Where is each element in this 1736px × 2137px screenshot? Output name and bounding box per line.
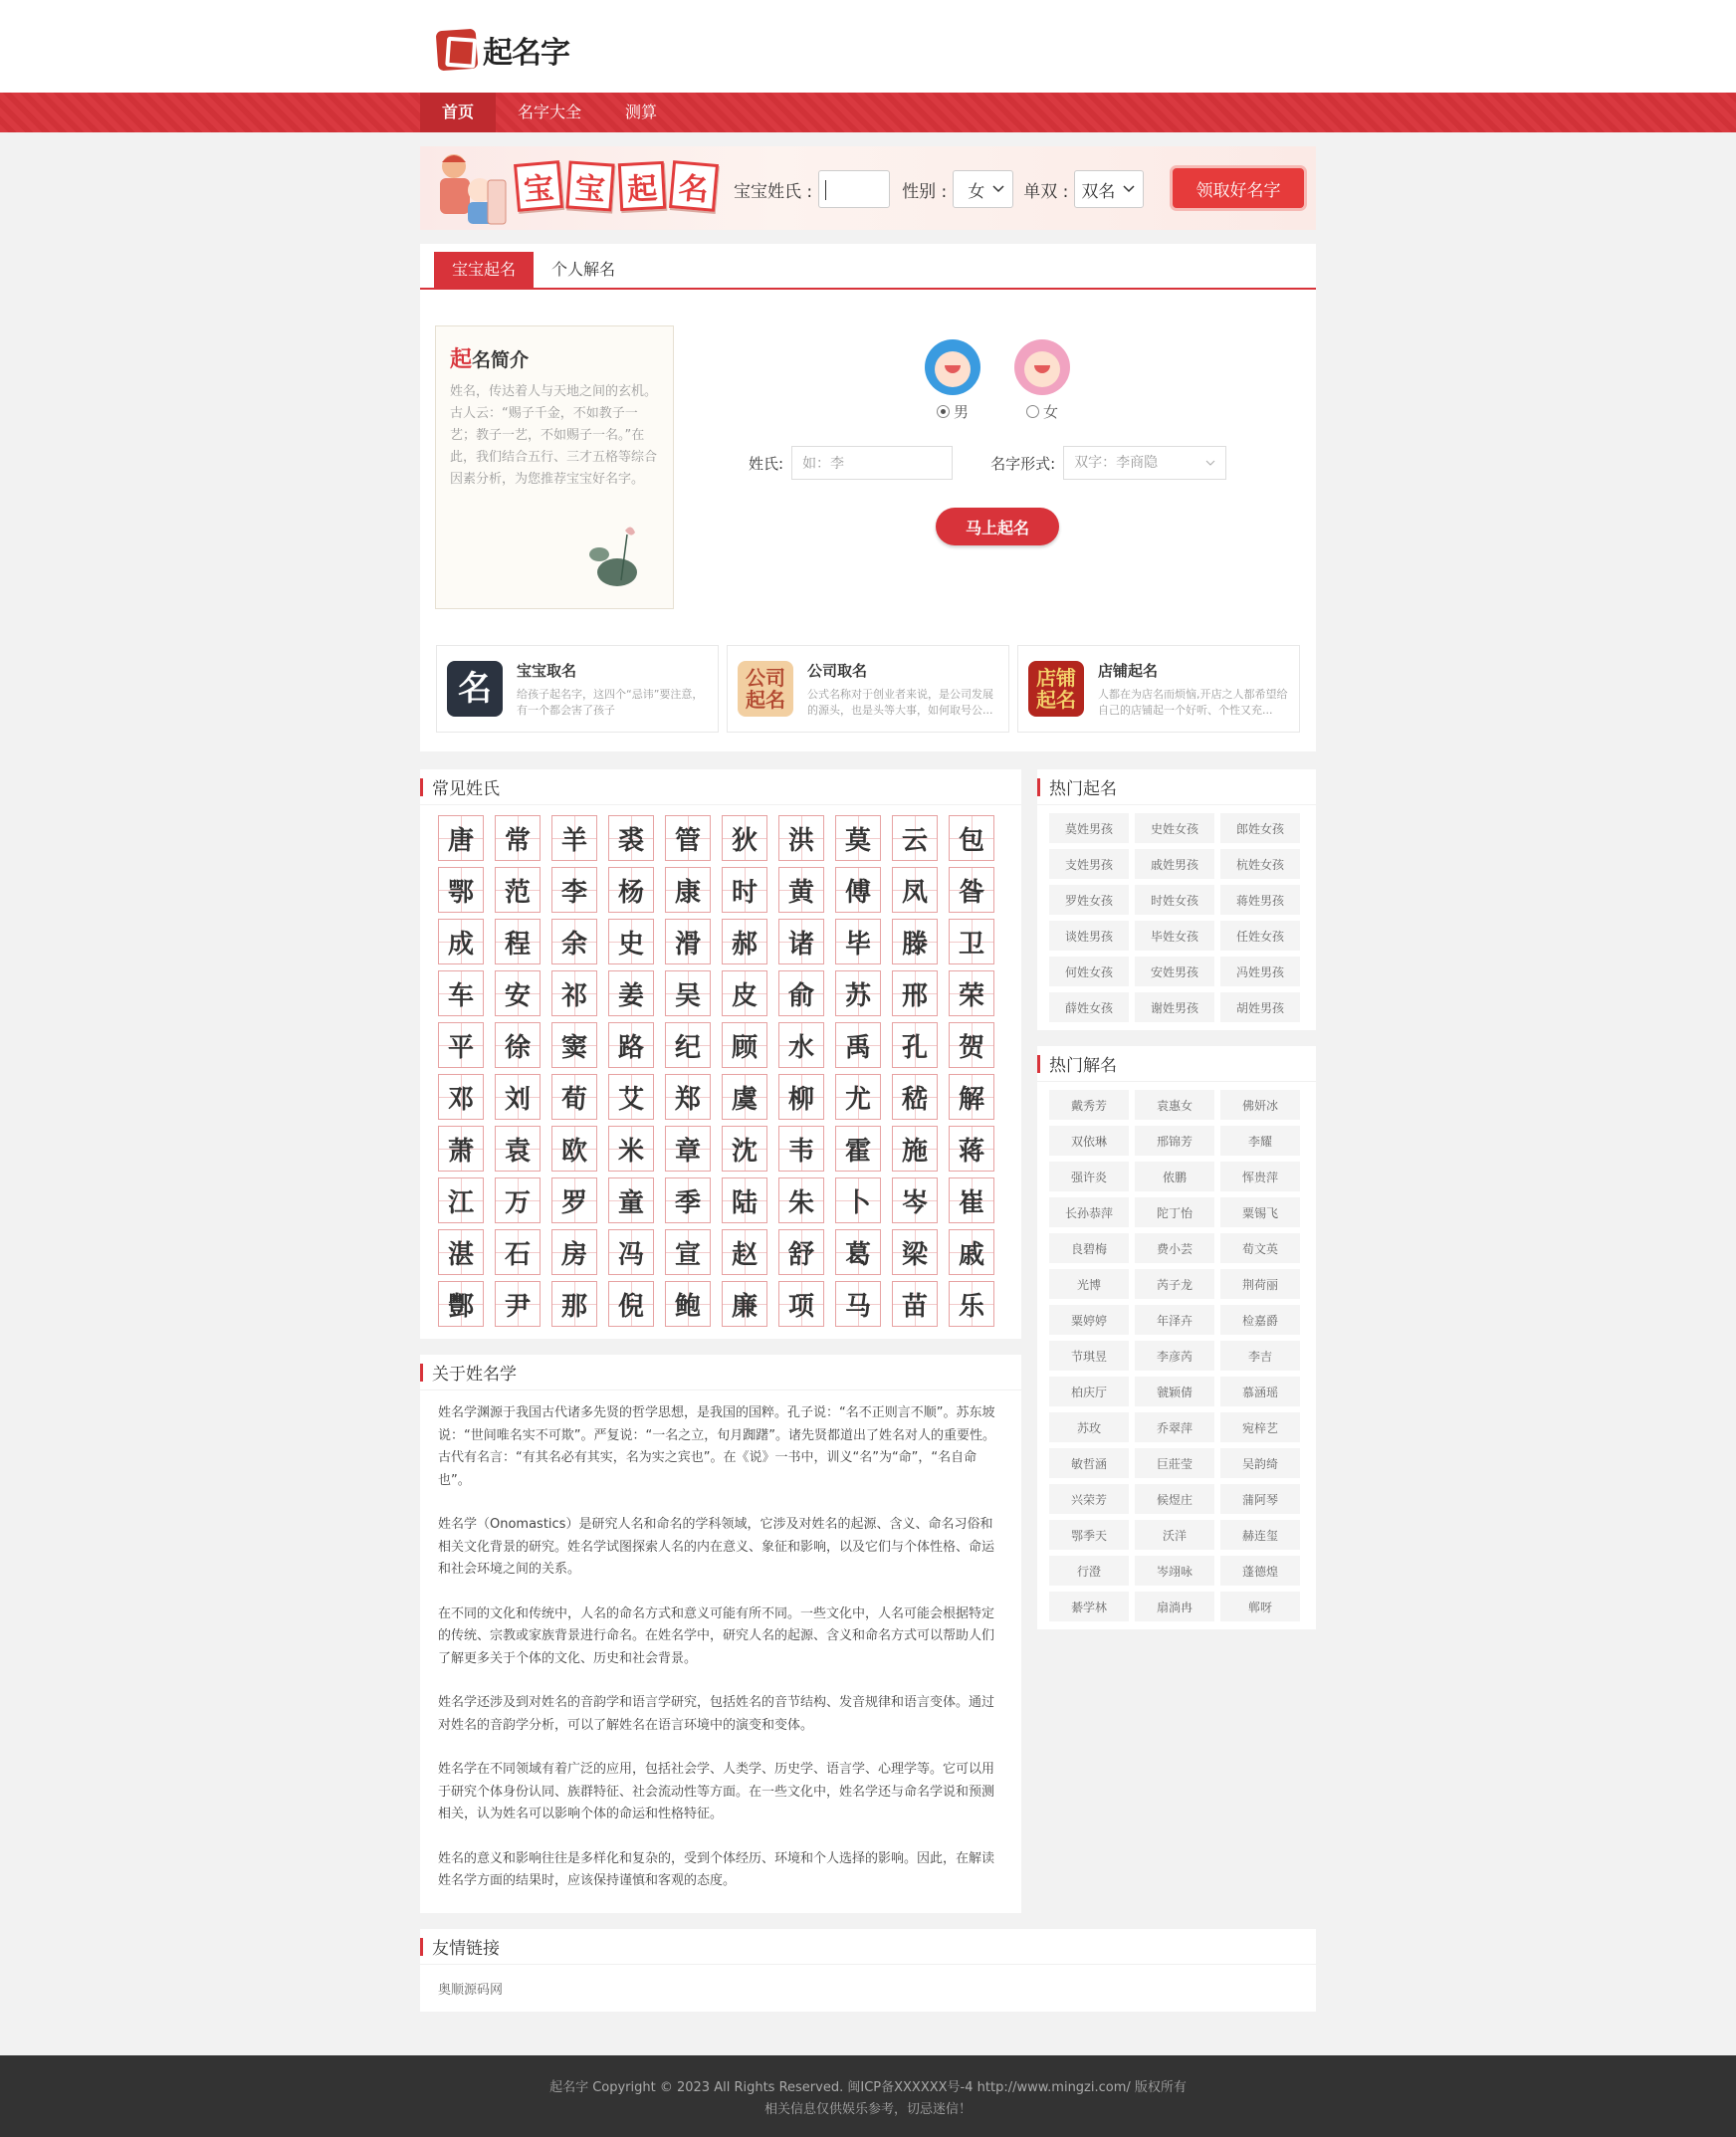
hot-analysis-item[interactable]: 粟婷婷 <box>1049 1305 1129 1335</box>
card-title: 公司取名 <box>807 661 868 680</box>
hot-naming-item[interactable]: 戚姓男孩 <box>1135 849 1214 879</box>
chevron-down-icon <box>1205 460 1215 466</box>
hot-analysis-item[interactable]: 敏哲涵 <box>1049 1448 1129 1478</box>
surname-input[interactable]: 如：李 <box>791 446 953 480</box>
surname-cell[interactable]: 虞 <box>722 1074 767 1120</box>
banner-single-double-label: 单双 : <box>1023 181 1069 202</box>
gender-male[interactable] <box>925 339 980 422</box>
surname-cell[interactable]: 卫 <box>949 919 994 964</box>
card-desc: 给孩子起名字，这四个“忌讳”要注意，有一个都会害了孩子 <box>517 687 704 717</box>
name-format-select[interactable] <box>1063 446 1226 480</box>
hot-naming-item[interactable]: 支姓男孩 <box>1049 849 1129 879</box>
section-title: 热门起名 <box>1037 769 1316 805</box>
surname-cell[interactable]: 苏 <box>835 970 881 1016</box>
hot-naming-item[interactable]: 何姓女孩 <box>1049 957 1129 986</box>
surname-cell[interactable]: 水 <box>778 1022 824 1068</box>
surname-cell[interactable]: 郝 <box>722 919 767 964</box>
banner-form <box>734 170 1154 208</box>
hot-analysis-item[interactable]: 芮子龙 <box>1135 1269 1214 1299</box>
banner-gender-value: 女 <box>968 181 985 202</box>
naming-form <box>749 339 1246 545</box>
get-name-button[interactable]: 领取好名字 <box>1173 168 1304 208</box>
hot-naming-item[interactable]: 蒋姓男孩 <box>1220 885 1300 915</box>
banner-single-double-value: 双名 <box>1081 181 1116 202</box>
surname-cell[interactable]: 凤 <box>892 867 938 913</box>
naming-tool-panel <box>420 244 1316 751</box>
surname-cell[interactable]: 廉 <box>722 1281 767 1327</box>
card-title: 宝宝取名 <box>517 661 577 680</box>
hot-analysis-item[interactable]: 陀丁怡 <box>1135 1197 1214 1227</box>
hot-analysis-item[interactable]: 苏玫 <box>1049 1412 1129 1442</box>
nav-names[interactable]: 名字大全 <box>518 103 582 121</box>
surname-cell[interactable]: 常 <box>495 815 541 861</box>
surname-cell[interactable]: 狄 <box>722 815 767 861</box>
friend-link[interactable]: 奥顺源码网 <box>438 1982 504 1998</box>
surname-cell[interactable]: 舒 <box>778 1229 824 1275</box>
content-columns <box>420 769 1316 1929</box>
hot-analysis-item[interactable]: 蒲阿琴 <box>1220 1484 1300 1514</box>
radio-unchecked-icon[interactable] <box>1026 405 1039 418</box>
hot-analysis-item[interactable]: 鄂季天 <box>1049 1520 1129 1550</box>
card-title: 店铺起名 <box>1098 661 1159 680</box>
site-header <box>0 0 1736 93</box>
hot-naming-item[interactable]: 郎姓女孩 <box>1220 813 1300 843</box>
form-fields <box>749 446 1246 480</box>
hot-naming-item[interactable]: 谈姓男孩 <box>1049 921 1129 951</box>
surname-cell[interactable]: 鲍 <box>665 1281 711 1327</box>
hot-naming-item[interactable]: 毕姓女孩 <box>1135 921 1214 951</box>
surname-cell[interactable]: 万 <box>495 1177 541 1223</box>
tool-tabs <box>420 244 1316 290</box>
baby-illustration <box>432 150 508 228</box>
surname-cell[interactable]: 荣 <box>949 970 994 1016</box>
hot-naming-item[interactable]: 任姓女孩 <box>1220 921 1300 951</box>
surname-cell[interactable]: 马 <box>835 1281 881 1327</box>
surname-cell[interactable]: 戚 <box>949 1229 994 1275</box>
hot-naming-item[interactable]: 时姓女孩 <box>1135 885 1214 915</box>
main-nav <box>0 93 1736 132</box>
card-company-naming[interactable] <box>727 645 1009 733</box>
surname-cell[interactable]: 童 <box>608 1177 654 1223</box>
surname-cell[interactable]: 梁 <box>892 1229 938 1275</box>
surname-cell[interactable]: 苗 <box>892 1281 938 1327</box>
nav-fortune[interactable]: 测算 <box>625 103 658 121</box>
surname-cell[interactable]: 康 <box>665 867 711 913</box>
surname-cell[interactable]: 贺 <box>949 1022 994 1068</box>
surname-cell[interactable]: 皮 <box>722 970 767 1016</box>
surname-cell[interactable]: 房 <box>551 1229 597 1275</box>
hot-analysis-item[interactable]: 双依琳 <box>1049 1126 1129 1156</box>
hot-analysis-item[interactable]: 沃洋 <box>1135 1520 1214 1550</box>
surname-cell[interactable]: 朱 <box>778 1177 824 1223</box>
surname-cell[interactable]: 嵇 <box>892 1074 938 1120</box>
nav-home[interactable]: 首页 <box>420 93 496 132</box>
hot-analysis-item[interactable]: 吴韵绮 <box>1220 1448 1300 1478</box>
surname-cell[interactable]: 包 <box>949 815 994 861</box>
hot-analysis-item[interactable]: 荀文英 <box>1220 1233 1300 1263</box>
hot-analysis-item[interactable]: 荆荷丽 <box>1220 1269 1300 1299</box>
hot-analysis-item[interactable]: 邢锦芳 <box>1135 1126 1214 1156</box>
hot-analysis-item[interactable]: 蓬德煌 <box>1220 1556 1300 1586</box>
hot-analysis-item[interactable]: 检嘉爵 <box>1220 1305 1300 1335</box>
hot-naming-item[interactable]: 胡姓男孩 <box>1220 992 1300 1022</box>
surname-cell[interactable]: 路 <box>608 1022 654 1068</box>
surname-cell[interactable]: 柳 <box>778 1074 824 1120</box>
section-title: 关于姓名学 <box>420 1355 1021 1390</box>
surname-cell[interactable]: 范 <box>495 867 541 913</box>
surname-label: 姓氏: <box>749 454 784 473</box>
section-title: 热门解名 <box>1037 1046 1316 1082</box>
hot-analysis-item[interactable]: 佛妍冰 <box>1220 1090 1300 1120</box>
surname-cell[interactable]: 顾 <box>722 1022 767 1068</box>
hot-naming-item[interactable]: 罗姓女孩 <box>1049 885 1129 915</box>
radio-female-label: 女 <box>1042 403 1058 421</box>
banner-title-tiles <box>516 162 717 210</box>
shop-naming-icon: 店铺起名 <box>1028 661 1084 717</box>
surname-cell[interactable]: 安 <box>495 970 541 1016</box>
surname-cell[interactable]: 徐 <box>495 1022 541 1068</box>
hot-analysis-item[interactable]: 乔翠萍 <box>1135 1412 1214 1442</box>
logo-text: 起名字 <box>483 36 569 71</box>
surname-cell[interactable]: 蒋 <box>949 1126 994 1172</box>
surname-cell[interactable]: 杨 <box>608 867 654 913</box>
surname-cell[interactable]: 岑 <box>892 1177 938 1223</box>
radio-male-label: 男 <box>953 403 969 421</box>
banner-surname-label: 宝宝姓氏 : <box>734 181 813 202</box>
about-paragraph: 姓名学在不同领域有着广泛的应用，包括社会学、人类学、历史学、语言学、心理学等。它可以用于研究个体身份认同、族群特征、社会流动性等方面。在一些文化中，姓名学还与命名学说和预测相关，认为姓名可以影响个体的命运和性格特征。 <box>438 1762 995 1821</box>
card-desc: 人都在为店名而烦恼,开店之人都希望给自己的店铺起一个好听、个性又充... <box>1098 687 1288 717</box>
surname-cell[interactable]: 车 <box>438 970 484 1016</box>
hot-naming-grid <box>1037 805 1316 1030</box>
surname-cell[interactable]: 郑 <box>665 1074 711 1120</box>
surname-cell[interactable]: 项 <box>778 1281 824 1327</box>
intro-title: 起名简介 <box>450 347 530 372</box>
surname-cell[interactable]: 窦 <box>551 1022 597 1068</box>
banner-gender-select[interactable] <box>953 170 1013 208</box>
hot-analysis-item[interactable]: 年泽卉 <box>1135 1305 1214 1335</box>
hot-analysis-item[interactable]: 行澄 <box>1049 1556 1129 1586</box>
surname-cell[interactable]: 萧 <box>438 1126 484 1172</box>
common-surnames <box>420 769 1021 1339</box>
about-paragraph: 姓名学（Onomastics）是研究人名和命名的学科领域，它涉及对姓名的起源、含义、命名习俗和相关文化背景的研究。姓名学试图探索人名的内在意义、象征和影响，以及它们与个体性格、命运和社会环境之间的关系。 <box>438 1517 995 1577</box>
hot-analysis-item[interactable]: 綦学林 <box>1049 1592 1129 1621</box>
surname-cell[interactable]: 米 <box>608 1126 654 1172</box>
hot-analysis-item[interactable]: 宛梓艺 <box>1220 1412 1300 1442</box>
hot-analysis-grid <box>1037 1082 1316 1629</box>
surname-cell[interactable]: 石 <box>495 1229 541 1275</box>
feature-cards <box>436 645 1300 733</box>
surname-cell[interactable]: 滑 <box>665 919 711 964</box>
left-column <box>420 769 1021 1929</box>
gender-female[interactable] <box>1014 339 1070 422</box>
naming-intro <box>435 325 674 609</box>
surname-cell[interactable]: 乐 <box>949 1281 994 1327</box>
surname-cell[interactable]: 季 <box>665 1177 711 1223</box>
surname-cell[interactable]: 赵 <box>722 1229 767 1275</box>
hot-analysis-item[interactable]: 赫连玺 <box>1220 1520 1300 1550</box>
card-shop-naming[interactable] <box>1017 645 1300 733</box>
chevron-down-icon <box>1123 185 1135 193</box>
surname-cell[interactable]: 诸 <box>778 919 824 964</box>
surname-cell[interactable]: 尹 <box>495 1281 541 1327</box>
hot-analysis-item[interactable]: 光博 <box>1049 1269 1129 1299</box>
surname-cell[interactable]: 荀 <box>551 1074 597 1120</box>
hot-naming-item[interactable]: 杭姓女孩 <box>1220 849 1300 879</box>
banner-tile: 起 <box>618 161 666 211</box>
footer-copyright: 起名字 Copyright © 2023 All Rights Reserved. 闽ICP备XXXXXX号-4 http://www.mingzi.com/ 版权所有 <box>549 2079 1187 2095</box>
surname-cell[interactable]: 傅 <box>835 867 881 913</box>
logo-icon <box>436 29 479 72</box>
hot-naming-item[interactable]: 薛姓女孩 <box>1049 992 1129 1022</box>
hot-analysis-item[interactable]: 慕涵瑶 <box>1220 1377 1300 1406</box>
surname-cell[interactable]: 唐 <box>438 815 484 861</box>
hot-analysis-item[interactable]: 侬鹏 <box>1135 1162 1214 1191</box>
hot-analysis-item[interactable]: 袁惠女 <box>1135 1090 1214 1120</box>
surname-cell[interactable]: 宣 <box>665 1229 711 1275</box>
surname-cell[interactable]: 卜 <box>835 1177 881 1223</box>
hot-naming-item[interactable]: 谢姓男孩 <box>1135 992 1214 1022</box>
lotus-illustration <box>581 521 651 594</box>
hot-analysis-item[interactable]: 粟锡飞 <box>1220 1197 1300 1227</box>
surname-cell[interactable]: 邢 <box>892 970 938 1016</box>
hot-analysis-item[interactable]: 兴荣芳 <box>1049 1484 1129 1514</box>
radio-male[interactable] <box>937 401 969 422</box>
banner-surname-input[interactable] <box>818 170 890 208</box>
surname-cell[interactable]: 毕 <box>835 919 881 964</box>
card-baby-naming[interactable] <box>436 645 719 733</box>
surname-cell[interactable]: 吴 <box>665 970 711 1016</box>
banner-tile: 宝 <box>565 160 614 211</box>
surname-cell[interactable]: 黄 <box>778 867 824 913</box>
footer-disclaimer: 相关信息仅供娱乐参考，切忌迷信！ <box>763 2101 972 2117</box>
surname-cell[interactable]: 纪 <box>665 1022 711 1068</box>
surname-cell[interactable]: 沈 <box>722 1126 767 1172</box>
surname-cell[interactable]: 羊 <box>551 815 597 861</box>
surname-cell[interactable]: 解 <box>949 1074 994 1120</box>
surname-grid <box>420 805 1021 1339</box>
surname-cell[interactable]: 霍 <box>835 1126 881 1172</box>
about-paragraph: 姓名学还涉及到对姓名的音韵学和语言学研究，包括姓名的音节结构、发音规律和语言变体。通过对姓名的音韵学分析，可以了解姓名在语言环境中的演变和变体。 <box>438 1695 995 1733</box>
about-body <box>420 1390 1021 1913</box>
surname-cell[interactable]: 施 <box>892 1126 938 1172</box>
card-desc: 公式名称对于创业者来说，是公司发展的源头，也是头等大事，如何取号公... <box>807 687 993 717</box>
hot-naming-item[interactable]: 史姓女孩 <box>1135 813 1214 843</box>
hot-analysis-item[interactable]: 良碧梅 <box>1049 1233 1129 1263</box>
name-format-value: 双字：李商隐 <box>1074 455 1159 471</box>
surname-cell[interactable]: 时 <box>722 867 767 913</box>
surname-cell[interactable]: 冯 <box>608 1229 654 1275</box>
hot-naming-item[interactable]: 冯姓男孩 <box>1220 957 1300 986</box>
hot-analysis-item[interactable]: 李吉 <box>1220 1341 1300 1371</box>
friend-links <box>420 1929 1316 2012</box>
surname-cell[interactable]: 那 <box>551 1281 597 1327</box>
hot-analysis-item[interactable]: 强许炎 <box>1049 1162 1129 1191</box>
intro-text: 姓名，传达着人与天地之间的玄机。古人云：“赐子千金，不如教子一艺；教子一艺，不如赐子一名。”在此，我们结合五行、三才五格等综合因素分析，为您推荐宝宝好名字。 <box>450 384 658 487</box>
surname-cell[interactable]: 云 <box>892 815 938 861</box>
section-title: 常见姓氏 <box>420 769 1021 805</box>
about-section <box>420 1355 1021 1913</box>
surname-cell[interactable]: 滕 <box>892 919 938 964</box>
surname-cell[interactable]: 酆 <box>438 1281 484 1327</box>
tab-name-analysis[interactable]: 个人解名 <box>551 260 616 279</box>
surname-cell[interactable]: 姜 <box>608 970 654 1016</box>
surname-cell[interactable]: 余 <box>551 919 597 964</box>
surname-cell[interactable]: 洪 <box>778 815 824 861</box>
company-naming-icon: 公司起名 <box>738 661 793 717</box>
chevron-down-icon <box>992 185 1004 193</box>
surname-cell[interactable]: 邓 <box>438 1074 484 1120</box>
radio-checked-icon[interactable] <box>937 405 950 418</box>
hot-analysis-item[interactable]: 李耀 <box>1220 1126 1300 1156</box>
surname-cell[interactable]: 俞 <box>778 970 824 1016</box>
hot-analysis-item[interactable]: 长孙恭萍 <box>1049 1197 1129 1227</box>
surname-cell[interactable]: 禹 <box>835 1022 881 1068</box>
hot-analysis-item[interactable]: 郸呀 <box>1220 1592 1300 1621</box>
hot-analysis-item[interactable]: 候煜庄 <box>1135 1484 1214 1514</box>
site-footer <box>0 2055 1736 2137</box>
surname-cell[interactable]: 史 <box>608 919 654 964</box>
baby-naming-icon: 名 <box>447 661 503 717</box>
hot-analysis-item[interactable]: 巨莊莹 <box>1135 1448 1214 1478</box>
surname-cell[interactable]: 章 <box>665 1126 711 1172</box>
banner-single-double-select[interactable] <box>1074 170 1144 208</box>
right-column <box>1037 769 1316 1645</box>
surname-cell[interactable]: 葛 <box>835 1229 881 1275</box>
hot-analysis-item[interactable]: 岑翊咏 <box>1135 1556 1214 1586</box>
surname-cell[interactable]: 刘 <box>495 1074 541 1120</box>
site-logo[interactable] <box>437 28 569 72</box>
surname-cell[interactable]: 裘 <box>608 815 654 861</box>
hot-analysis-item[interactable]: 节琪昱 <box>1049 1341 1129 1371</box>
naming-banner <box>420 146 1316 230</box>
surname-cell[interactable]: 昝 <box>949 867 994 913</box>
hot-analysis <box>1037 1046 1316 1629</box>
start-naming-button[interactable]: 马上起名 <box>936 508 1059 545</box>
surname-cell[interactable]: 莫 <box>835 815 881 861</box>
about-paragraph: 在不同的文化和传统中，人名的命名方式和意义可能有所不同。一些文化中，人名可能会根据特定的传统、宗教或家族背景进行命名。在姓名学中，研究人名的起源、含义和命名方式可以帮助人们了解更多关于个体的文化、历史和社会背景。 <box>438 1605 995 1666</box>
hot-naming-item[interactable]: 安姓男孩 <box>1135 957 1214 986</box>
surname-cell[interactable]: 尤 <box>835 1074 881 1120</box>
hot-analysis-item[interactable]: 柏庆厅 <box>1049 1377 1129 1406</box>
hot-analysis-item[interactable]: 扇淌冉 <box>1135 1592 1214 1621</box>
hot-naming-item[interactable]: 莫姓男孩 <box>1049 813 1129 843</box>
about-paragraph: 姓名学渊源于我国古代诸多先贤的哲学思想，是我国的国粹。孔子说：“名不正则言不顺”。苏东坡说：“世间唯名实不可欺”。严复说：“一名之立，旬月踟躇”。诸先贤都道出了姓名对人的重要性。古代有名言：“有其名必有其实，名为实之宾也”。在《说》一书中，训义“名”为“命”，“名自命也”。 <box>438 1405 995 1488</box>
surname-cell[interactable]: 欧 <box>551 1126 597 1172</box>
banner-tile: 宝 <box>514 160 563 212</box>
hot-analysis-item[interactable]: 李彦芮 <box>1135 1341 1214 1371</box>
surname-cell[interactable]: 袁 <box>495 1126 541 1172</box>
surname-cell[interactable]: 湛 <box>438 1229 484 1275</box>
hot-analysis-item[interactable]: 戴秀芳 <box>1049 1090 1129 1120</box>
surname-cell[interactable]: 陆 <box>722 1177 767 1223</box>
surname-cell[interactable]: 韦 <box>778 1126 824 1172</box>
section-title: 友情链接 <box>420 1929 1316 1965</box>
about-paragraph: 姓名的意义和影响往往是多样化和复杂的，受到个体经历、环境和个人选择的影响。因此，在解读姓名学方面的结果时，应该保持谨慎和客观的态度。 <box>438 1850 995 1888</box>
surname-cell[interactable]: 管 <box>665 815 711 861</box>
surname-cell[interactable]: 艾 <box>608 1074 654 1120</box>
hot-analysis-item[interactable]: 恽贵萍 <box>1220 1162 1300 1191</box>
surname-cell[interactable]: 成 <box>438 919 484 964</box>
hot-analysis-item[interactable]: 费小芸 <box>1135 1233 1214 1263</box>
gender-selector <box>749 339 1246 422</box>
surname-cell[interactable]: 倪 <box>608 1281 654 1327</box>
tab-baby-naming[interactable]: 宝宝起名 <box>434 252 534 288</box>
surname-cell[interactable]: 程 <box>495 919 541 964</box>
hot-naming <box>1037 769 1316 1030</box>
surname-cell[interactable]: 罗 <box>551 1177 597 1223</box>
name-format-label: 名字形式: <box>990 454 1056 473</box>
banner-tile: 名 <box>669 160 719 212</box>
surname-cell[interactable]: 鄂 <box>438 867 484 913</box>
surname-cell[interactable]: 孔 <box>892 1022 938 1068</box>
surname-cell[interactable]: 李 <box>551 867 597 913</box>
banner-gender-label: 性别 : <box>902 181 948 202</box>
radio-female[interactable] <box>1026 401 1058 422</box>
girl-avatar-icon[interactable] <box>1014 339 1070 395</box>
surname-cell[interactable]: 江 <box>438 1177 484 1223</box>
surname-cell[interactable]: 平 <box>438 1022 484 1068</box>
surname-cell[interactable]: 祁 <box>551 970 597 1016</box>
surname-cell[interactable]: 崔 <box>949 1177 994 1223</box>
boy-avatar-icon[interactable] <box>925 339 980 395</box>
hot-analysis-item[interactable]: 虢颖倩 <box>1135 1377 1214 1406</box>
